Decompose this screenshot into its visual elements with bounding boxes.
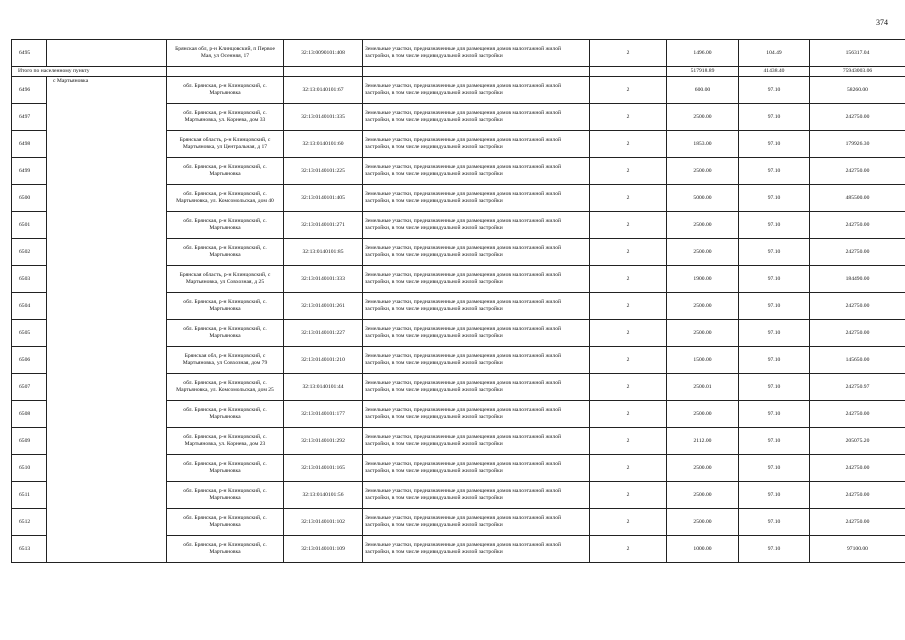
group-code-cell: 2 [590,239,667,266]
row-number: 6500 [12,185,47,212]
unit-price-cell: 97.10 [739,131,810,158]
cadastral-number-cell: 32:13:0140101:405 [284,185,363,212]
land-purpose-cell: Земельные участки, предназначенные для размещения домов малоэтажной жилой застройки, в том числе индивидуальной жилой застройки [363,104,590,131]
group-code-cell: 2 [590,104,667,131]
subtotal-price: 41438.40 [739,67,810,77]
address-cell: обл. Брянская, р-н Клинцовский, с. Мартьяновка [167,482,284,509]
area-cell: 1500.00 [667,347,739,374]
land-purpose-cell: Земельные участки, предназначенные для размещения домов малоэтажной жилой застройки, в том числе индивидуальной жилой застройки [363,536,590,563]
area-cell: 2112.00 [667,428,739,455]
cadastral-number-cell: 32:13:0140101:56 [284,482,363,509]
cadastral-number-cell: 32:13:0140101:60 [284,131,363,158]
address-cell: обл. Брянская, р-н Клинцовский, с. Мартьяновка [167,320,284,347]
row-number: 6512 [12,509,47,536]
cadastral-number-cell: 32:13:0090101:408 [284,40,363,67]
cadastral-cost-cell: 205075.20 [810,428,905,455]
address-cell: обл. Брянская, р-н Клинцовский, с. Мартьяновка [167,212,284,239]
row-number: 6507 [12,374,47,401]
subtotal-label: Итого по населенному пункту [12,67,167,77]
row-number: 6499 [12,158,47,185]
land-purpose-cell: Земельные участки, предназначенные для размещения домов малоэтажной жилой застройки, в том числе индивидуальной жилой застройки [363,293,590,320]
unit-price-cell: 97.10 [739,104,810,131]
address-cell: Брянская обл, р-н Клинцовский, п Первое Мая, ул Осенняя, 17 [167,40,284,67]
unit-price-cell: 97.10 [739,320,810,347]
group-code-cell: 2 [590,212,667,239]
address-cell: обл. Брянская, р-н Клинцовский, с. Мартьяновка, ул. Корнева, дом 23 [167,428,284,455]
land-purpose-cell: Земельные участки, предназначенные для размещения домов малоэтажной жилой застройки, в том числе индивидуальной жилой застройки [363,40,590,67]
row-number: 6504 [12,293,47,320]
cadastral-number-cell: 32:13:0140101:292 [284,428,363,455]
cadastral-number-cell: 32:13:0140101:335 [284,104,363,131]
group-code-cell: 2 [590,536,667,563]
land-purpose-cell: Земельные участки, предназначенные для размещения домов малоэтажной жилой застройки, в том числе индивидуальной жилой застройки [363,347,590,374]
row-number: 6498 [12,131,47,158]
area-cell: 5000.00 [667,185,739,212]
row-number: 6495 [12,40,47,67]
page-number: 374 [876,18,888,27]
unit-price-cell: 97.10 [739,293,810,320]
cadastral-number-cell: 32:13:0140101:177 [284,401,363,428]
land-purpose-cell: Земельные участки, предназначенные для размещения домов малоэтажной жилой застройки, в том числе индивидуальной жилой застройки [363,131,590,158]
area-cell: 2500.00 [667,104,739,131]
unit-price-cell: 97.10 [739,482,810,509]
land-purpose-cell: Земельные участки, предназначенные для размещения домов малоэтажной жилой застройки, в том числе индивидуальной жилой застройки [363,185,590,212]
cadastral-number-cell: 32:13:0140101:165 [284,455,363,482]
land-purpose-cell: Земельные участки, предназначенные для размещения домов малоэтажной жилой застройки, в том числе индивидуальной жилой застройки [363,239,590,266]
area-cell: 1000.00 [667,536,739,563]
area-cell: 600.00 [667,77,739,104]
row-number: 6509 [12,428,47,455]
cadastral-cost-cell: 242750.00 [810,509,905,536]
group-code-cell: 2 [590,428,667,455]
address-cell: обл. Брянская, р-н Клинцовский, с. Мартьяновка [167,455,284,482]
subtotal-empty-cell [363,67,590,77]
cadastral-number-cell: 32:13:0140101:271 [284,212,363,239]
group-code-cell: 2 [590,320,667,347]
group-code-cell: 2 [590,131,667,158]
cadastral-number-cell: 32:13:0140101:261 [284,293,363,320]
subtotal-empty-cell [167,67,284,77]
unit-price-cell: 97.10 [739,185,810,212]
row-number: 6503 [12,266,47,293]
unit-price-cell: 97.10 [739,509,810,536]
cadastral-cost-cell: 242750.00 [810,293,905,320]
cadastral-number-cell: 32:13:0140101:210 [284,347,363,374]
cadastral-cost-cell: 179926.30 [810,131,905,158]
row-number: 6497 [12,104,47,131]
area-cell: 2500.00 [667,455,739,482]
land-purpose-cell: Земельные участки, предназначенные для размещения домов малоэтажной жилой застройки, в том числе индивидуальной жилой застройки [363,320,590,347]
row-number: 6508 [12,401,47,428]
address-cell: обл. Брянская, р-н Клинцовский, с. Мартьяновка, ул. Комсомольская, дом 25 [167,374,284,401]
group-code-cell: 2 [590,482,667,509]
settlement-name: с Мартьяновка [47,77,167,563]
land-purpose-cell: Земельные участки, предназначенные для размещения домов малоэтажной жилой застройки, в том числе индивидуальной жилой застройки [363,374,590,401]
unit-price-cell: 97.10 [739,158,810,185]
cadastral-cost-cell: 242750.00 [810,455,905,482]
subtotal-row [12,67,905,77]
land-purpose-cell: Земельные участки, предназначенные для размещения домов малоэтажной жилой застройки, в том числе индивидуальной жилой застройки [363,77,590,104]
land-purpose-cell: Земельные участки, предназначенные для размещения домов малоэтажной жилой застройки, в том числе индивидуальной жилой застройки [363,266,590,293]
cadastral-number-cell: 32:13:0140101:67 [284,77,363,104]
area-cell: 1900.00 [667,266,739,293]
unit-price-cell: 97.10 [739,428,810,455]
cadastral-cost-cell: 156317.04 [810,40,905,67]
address-cell: обл. Брянская, р-н Клинцовский, с. Мартьяновка [167,509,284,536]
area-cell: 2500.00 [667,401,739,428]
cadastral-cost-cell: 97100.00 [810,536,905,563]
group-code-cell: 2 [590,40,667,67]
group-code-cell: 2 [590,455,667,482]
group-code-cell: 2 [590,401,667,428]
unit-price-cell: 104.49 [739,40,810,67]
address-cell: обл. Брянская, р-н Клинцовский, с. Мартьяновка [167,536,284,563]
cadastral-cost-cell: 242750.97 [810,374,905,401]
settlement-cell [47,40,167,67]
row-number: 6496 [12,77,47,104]
cadastral-number-cell: 32:13:0140101:44 [284,374,363,401]
area-cell: 2500.00 [667,320,739,347]
cadastral-cost-cell: 242750.00 [810,158,905,185]
cadastral-cost-cell: 242750.00 [810,401,905,428]
area-cell: 2500.00 [667,482,739,509]
unit-price-cell: 97.10 [739,536,810,563]
cadastral-cost-cell: 242750.00 [810,482,905,509]
cadastral-cost-cell: 184490.00 [810,266,905,293]
unit-price-cell: 97.10 [739,455,810,482]
unit-price-cell: 97.10 [739,77,810,104]
area-cell: 2500.00 [667,509,739,536]
address-cell: обл. Брянская, р-н Клинцовский, с. Мартьяновка, ул. Корнева, дом 33 [167,104,284,131]
row-number: 6501 [12,212,47,239]
cadastral-number-cell: 32:13:0140101:225 [284,158,363,185]
table-row [12,40,905,67]
group-code-cell: 2 [590,77,667,104]
address-cell: Брянская область, р-н Клинцовский, с Мартьяновка, ул Центральная, д 17 [167,131,284,158]
unit-price-cell: 97.10 [739,266,810,293]
area-cell: 1496.00 [667,40,739,67]
cadastral-cost-cell: 242750.00 [810,212,905,239]
land-purpose-cell: Земельные участки, предназначенные для размещения домов малоэтажной жилой застройки, в том числе индивидуальной жилой застройки [363,482,590,509]
row-number: 6502 [12,239,47,266]
subtotal-empty-cell [284,67,363,77]
subtotal-empty-cell [590,67,667,77]
cadastral-cost-cell: 485500.00 [810,185,905,212]
row-number: 6505 [12,320,47,347]
land-purpose-cell: Земельные участки, предназначенные для размещения домов малоэтажной жилой застройки, в том числе индивидуальной жилой застройки [363,212,590,239]
land-purpose-cell: Земельные участки, предназначенные для размещения домов малоэтажной жилой застройки, в том числе индивидуальной жилой застройки [363,428,590,455]
address-cell: обл. Брянская, р-н Клинцовский, с. Мартьяновка [167,77,284,104]
area-cell: 2500.00 [667,158,739,185]
unit-price-cell: 97.10 [739,374,810,401]
land-purpose-cell: Земельные участки, предназначенные для размещения домов малоэтажной жилой застройки, в том числе индивидуальной жилой застройки [363,158,590,185]
address-cell: обл. Брянская, р-н Клинцовский, с. Мартьяновка [167,239,284,266]
group-code-cell: 2 [590,185,667,212]
cadastral-cost-cell: 242750.00 [810,320,905,347]
unit-price-cell: 97.10 [739,239,810,266]
cadastral-cost-cell: 145650.00 [810,347,905,374]
address-cell: Брянская область, р-н Клинцовский, с Мартьяновка, ул Совхозная, д 25 [167,266,284,293]
cadastral-number-cell: 32:13:0140101:109 [284,536,363,563]
cadastral-number-cell: 32:13:0140101:102 [284,509,363,536]
cadastral-cost-cell: 58260.00 [810,77,905,104]
unit-price-cell: 97.10 [739,401,810,428]
address-cell: обл. Брянская, р-н Клинцовский, с. Мартьяновка, ул. Комсомольская, дом 40 [167,185,284,212]
subtotal-cost: 75943003.06 [810,67,905,77]
row-number: 6506 [12,347,47,374]
group-code-cell: 2 [590,374,667,401]
address-cell: обл. Брянская, р-н Клинцовский, с. Мартьяновка [167,158,284,185]
address-cell: Брянская обл, р-н Клинцовский, с Мартьяновка, ул Совхозная, дом 79 [167,347,284,374]
area-cell: 1853.00 [667,131,739,158]
cadastral-number-cell: 32:13:0140101:85 [284,239,363,266]
area-cell: 2500.00 [667,212,739,239]
group-code-cell: 2 [590,158,667,185]
unit-price-cell: 97.10 [739,347,810,374]
cadastral-cost-cell: 242750.00 [810,239,905,266]
land-purpose-cell: Земельные участки, предназначенные для размещения домов малоэтажной жилой застройки, в том числе индивидуальной жилой застройки [363,401,590,428]
group-code-cell: 2 [590,266,667,293]
address-cell: обл. Брянская, р-н Клинцовский, с. Мартьяновка [167,293,284,320]
unit-price-cell: 97.10 [739,212,810,239]
group-code-cell: 2 [590,509,667,536]
group-code-cell: 2 [590,293,667,320]
land-purpose-cell: Земельные участки, предназначенные для размещения домов малоэтажной жилой застройки, в том числе индивидуальной жилой застройки [363,509,590,536]
cadastral-number-cell: 32:13:0140101:333 [284,266,363,293]
area-cell: 2500.01 [667,374,739,401]
cadastral-number-cell: 32:13:0140101:227 [284,320,363,347]
table-row [12,77,905,104]
cadastral-cost-cell: 242750.00 [810,104,905,131]
land-registry-table [11,39,905,563]
area-cell: 2500.00 [667,239,739,266]
address-cell: обл. Брянская, р-н Клинцовский, с. Мартьяновка [167,401,284,428]
land-purpose-cell: Земельные участки, предназначенные для размещения домов малоэтажной жилой застройки, в том числе индивидуальной жилой застройки [363,455,590,482]
row-number: 6513 [12,536,47,563]
area-cell: 2500.00 [667,293,739,320]
row-number: 6510 [12,455,47,482]
row-number: 6511 [12,482,47,509]
group-code-cell: 2 [590,347,667,374]
subtotal-area: 517918.89 [667,67,739,77]
